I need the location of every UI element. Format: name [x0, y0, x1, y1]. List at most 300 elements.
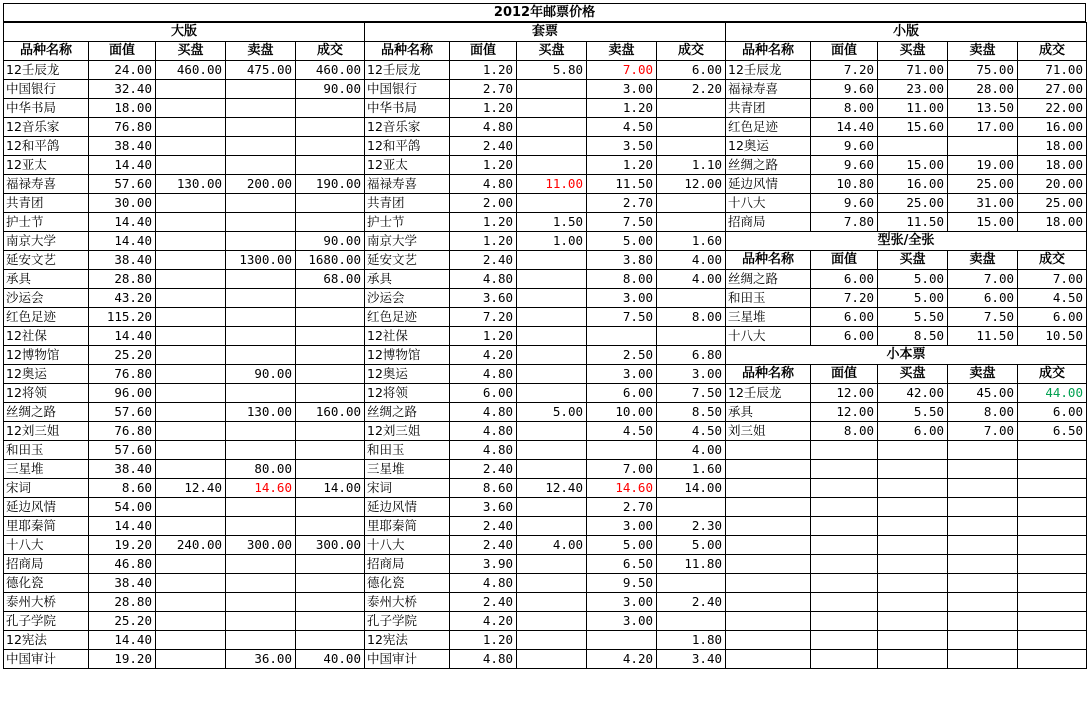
- cell-value[interactable]: 5.50: [878, 403, 948, 422]
- cell-value[interactable]: [226, 346, 296, 365]
- cell-value[interactable]: 1.20: [450, 631, 517, 650]
- cell-value[interactable]: [226, 384, 296, 403]
- cell-value[interactable]: [517, 384, 587, 403]
- cell-value[interactable]: 15.00: [948, 213, 1018, 232]
- cell-value[interactable]: 12.00: [811, 403, 878, 422]
- cell-value[interactable]: 90.00: [226, 365, 296, 384]
- empty-cell[interactable]: [811, 612, 878, 631]
- cell-value[interactable]: 8.50: [878, 327, 948, 346]
- cell-value[interactable]: 1.50: [517, 213, 587, 232]
- cell-name[interactable]: 中国审计: [365, 650, 450, 669]
- empty-cell[interactable]: [878, 555, 948, 574]
- cell-value[interactable]: 44.00: [1018, 384, 1087, 403]
- cell-value[interactable]: [587, 327, 657, 346]
- cell-name[interactable]: 延边风情: [4, 498, 89, 517]
- cell-value[interactable]: 8.00: [587, 270, 657, 289]
- cell-value[interactable]: 90.00: [296, 232, 365, 251]
- cell-value[interactable]: 11.00: [878, 99, 948, 118]
- cell-value[interactable]: 1.20: [450, 327, 517, 346]
- cell-value[interactable]: 4.80: [450, 365, 517, 384]
- empty-cell[interactable]: [726, 574, 811, 593]
- cell-name[interactable]: 中华书局: [365, 99, 450, 118]
- empty-cell[interactable]: [1018, 593, 1087, 612]
- cell-value[interactable]: 68.00: [296, 270, 365, 289]
- cell-value[interactable]: 1.20: [587, 156, 657, 175]
- cell-value[interactable]: 8.00: [811, 99, 878, 118]
- cell-name[interactable]: 12壬辰龙: [4, 61, 89, 80]
- cell-value[interactable]: 18.00: [1018, 213, 1087, 232]
- cell-value[interactable]: 9.60: [811, 194, 878, 213]
- cell-name[interactable]: 12和平鸽: [365, 137, 450, 156]
- cell-value[interactable]: [296, 194, 365, 213]
- cell-value[interactable]: 4.80: [450, 270, 517, 289]
- column-header[interactable]: 卖盘: [587, 42, 657, 61]
- cell-value[interactable]: [657, 327, 726, 346]
- cell-value[interactable]: 4.80: [450, 574, 517, 593]
- cell-value[interactable]: 14.60: [226, 479, 296, 498]
- cell-value[interactable]: [226, 137, 296, 156]
- cell-value[interactable]: 2.40: [450, 251, 517, 270]
- cell-value[interactable]: [296, 441, 365, 460]
- cell-value[interactable]: [156, 593, 226, 612]
- cell-value[interactable]: 4.80: [450, 403, 517, 422]
- cell-name[interactable]: 招商局: [4, 555, 89, 574]
- cell-value[interactable]: 7.50: [587, 308, 657, 327]
- column-header[interactable]: 成交: [296, 42, 365, 61]
- column-header[interactable]: 卖盘: [948, 251, 1018, 270]
- cell-value[interactable]: 16.00: [1018, 118, 1087, 137]
- cell-value[interactable]: [948, 137, 1018, 156]
- cell-value[interactable]: 5.00: [657, 536, 726, 555]
- cell-value[interactable]: 2.40: [450, 517, 517, 536]
- sheet-title[interactable]: 2012年邮票价格: [3, 3, 1086, 22]
- empty-cell[interactable]: [726, 460, 811, 479]
- cell-name[interactable]: 沙运会: [365, 289, 450, 308]
- cell-value[interactable]: 3.00: [587, 365, 657, 384]
- cell-value[interactable]: 18.00: [89, 99, 156, 118]
- cell-value[interactable]: 6.00: [450, 384, 517, 403]
- cell-value[interactable]: 24.00: [89, 61, 156, 80]
- cell-value[interactable]: 1.00: [517, 232, 587, 251]
- cell-name[interactable]: 十八大: [726, 194, 811, 213]
- section-title-xiaoban[interactable]: 小版: [726, 23, 1087, 42]
- cell-value[interactable]: [226, 232, 296, 251]
- empty-cell[interactable]: [948, 555, 1018, 574]
- cell-value[interactable]: 2.40: [450, 460, 517, 479]
- cell-value[interactable]: [517, 612, 587, 631]
- cell-value[interactable]: 12.40: [517, 479, 587, 498]
- cell-value[interactable]: [156, 289, 226, 308]
- cell-value[interactable]: 1.20: [450, 156, 517, 175]
- cell-name[interactable]: 招商局: [726, 213, 811, 232]
- empty-cell[interactable]: [811, 650, 878, 669]
- cell-name[interactable]: 12壬辰龙: [726, 384, 811, 403]
- cell-value[interactable]: 3.60: [450, 498, 517, 517]
- cell-value[interactable]: 9.50: [587, 574, 657, 593]
- cell-name[interactable]: 沙运会: [4, 289, 89, 308]
- cell-value[interactable]: [517, 441, 587, 460]
- cell-name[interactable]: 福禄寿喜: [726, 80, 811, 99]
- cell-value[interactable]: 36.00: [226, 650, 296, 669]
- empty-cell[interactable]: [878, 498, 948, 517]
- cell-value[interactable]: 54.00: [89, 498, 156, 517]
- cell-value[interactable]: [657, 137, 726, 156]
- empty-cell[interactable]: [948, 536, 1018, 555]
- cell-value[interactable]: 3.00: [587, 517, 657, 536]
- cell-value[interactable]: [517, 194, 587, 213]
- cell-value[interactable]: 4.50: [657, 422, 726, 441]
- cell-value[interactable]: 28.80: [89, 270, 156, 289]
- cell-value[interactable]: [517, 118, 587, 137]
- cell-name[interactable]: 共青团: [726, 99, 811, 118]
- cell-name[interactable]: 丝绸之路: [726, 156, 811, 175]
- cell-value[interactable]: 17.00: [948, 118, 1018, 137]
- cell-value[interactable]: 25.20: [89, 346, 156, 365]
- cell-value[interactable]: [296, 422, 365, 441]
- cell-name[interactable]: 福禄寿喜: [4, 175, 89, 194]
- cell-value[interactable]: 6.00: [1018, 403, 1087, 422]
- cell-value[interactable]: [517, 346, 587, 365]
- cell-value[interactable]: [156, 517, 226, 536]
- cell-name[interactable]: 南京大学: [365, 232, 450, 251]
- cell-name[interactable]: 护士节: [365, 213, 450, 232]
- empty-cell[interactable]: [726, 555, 811, 574]
- cell-value[interactable]: [226, 593, 296, 612]
- cell-value[interactable]: 25.00: [1018, 194, 1087, 213]
- column-header[interactable]: 卖盘: [948, 365, 1018, 384]
- cell-value[interactable]: [156, 574, 226, 593]
- cell-name[interactable]: 12音乐家: [4, 118, 89, 137]
- empty-cell[interactable]: [726, 536, 811, 555]
- cell-value[interactable]: [517, 631, 587, 650]
- cell-name[interactable]: 中华书局: [4, 99, 89, 118]
- cell-name[interactable]: 共青团: [365, 194, 450, 213]
- cell-value[interactable]: 7.80: [811, 213, 878, 232]
- cell-value[interactable]: [226, 498, 296, 517]
- cell-value[interactable]: [517, 327, 587, 346]
- cell-value[interactable]: [517, 289, 587, 308]
- cell-value[interactable]: [156, 270, 226, 289]
- cell-value[interactable]: [226, 99, 296, 118]
- cell-value[interactable]: [517, 460, 587, 479]
- column-header[interactable]: 买盘: [517, 42, 587, 61]
- cell-value[interactable]: 1680.00: [296, 251, 365, 270]
- cell-name[interactable]: 12壬辰龙: [365, 61, 450, 80]
- cell-value[interactable]: [296, 574, 365, 593]
- cell-value[interactable]: [156, 422, 226, 441]
- cell-value[interactable]: 7.50: [948, 308, 1018, 327]
- cell-value[interactable]: [517, 99, 587, 118]
- cell-value[interactable]: [517, 574, 587, 593]
- empty-cell[interactable]: [948, 517, 1018, 536]
- column-header[interactable]: 面值: [811, 365, 878, 384]
- cell-value[interactable]: 7.20: [450, 308, 517, 327]
- cell-value[interactable]: [156, 308, 226, 327]
- cell-value[interactable]: [657, 99, 726, 118]
- cell-value[interactable]: 43.20: [89, 289, 156, 308]
- cell-name[interactable]: 12亚太: [4, 156, 89, 175]
- cell-name[interactable]: 德化瓷: [365, 574, 450, 593]
- cell-value[interactable]: [878, 137, 948, 156]
- column-header[interactable]: 品种名称: [726, 251, 811, 270]
- empty-cell[interactable]: [878, 612, 948, 631]
- cell-value[interactable]: 19.20: [89, 536, 156, 555]
- empty-cell[interactable]: [811, 593, 878, 612]
- cell-value[interactable]: 28.80: [89, 593, 156, 612]
- cell-value[interactable]: 14.40: [89, 631, 156, 650]
- cell-value[interactable]: 1300.00: [226, 251, 296, 270]
- cell-value[interactable]: 27.00: [1018, 80, 1087, 99]
- cell-value[interactable]: [517, 308, 587, 327]
- cell-value[interactable]: 5.00: [587, 536, 657, 555]
- cell-value[interactable]: 23.00: [878, 80, 948, 99]
- cell-name[interactable]: 丝绸之路: [365, 403, 450, 422]
- cell-value[interactable]: 4.20: [587, 650, 657, 669]
- cell-value[interactable]: 4.00: [657, 270, 726, 289]
- cell-value[interactable]: [517, 422, 587, 441]
- cell-value[interactable]: [226, 118, 296, 137]
- cell-name[interactable]: 共青团: [4, 194, 89, 213]
- cell-value[interactable]: 90.00: [296, 80, 365, 99]
- empty-cell[interactable]: [1018, 555, 1087, 574]
- cell-value[interactable]: [657, 194, 726, 213]
- cell-value[interactable]: [587, 441, 657, 460]
- empty-cell[interactable]: [878, 536, 948, 555]
- cell-value[interactable]: [226, 308, 296, 327]
- cell-value[interactable]: [156, 346, 226, 365]
- cell-value[interactable]: [156, 80, 226, 99]
- cell-value[interactable]: [156, 631, 226, 650]
- cell-value[interactable]: 4.00: [657, 441, 726, 460]
- column-header[interactable]: 买盘: [878, 42, 948, 61]
- cell-value[interactable]: 46.80: [89, 555, 156, 574]
- cell-value[interactable]: 6.00: [811, 308, 878, 327]
- cell-value[interactable]: 2.70: [450, 80, 517, 99]
- cell-name[interactable]: 和田玉: [365, 441, 450, 460]
- cell-value[interactable]: 45.00: [948, 384, 1018, 403]
- cell-value[interactable]: 5.00: [517, 403, 587, 422]
- cell-value[interactable]: 3.00: [587, 80, 657, 99]
- cell-value[interactable]: 57.60: [89, 441, 156, 460]
- cell-name[interactable]: 12博物馆: [365, 346, 450, 365]
- cell-value[interactable]: [156, 156, 226, 175]
- cell-value[interactable]: 38.40: [89, 574, 156, 593]
- cell-value[interactable]: 11.80: [657, 555, 726, 574]
- cell-value[interactable]: 15.00: [878, 156, 948, 175]
- column-header[interactable]: 买盘: [156, 42, 226, 61]
- cell-name[interactable]: 十八大: [365, 536, 450, 555]
- cell-value[interactable]: [517, 80, 587, 99]
- cell-value[interactable]: [296, 137, 365, 156]
- cell-value[interactable]: 3.40: [657, 650, 726, 669]
- section-title-taopiao[interactable]: 套票: [365, 23, 726, 42]
- empty-cell[interactable]: [1018, 612, 1087, 631]
- cell-value[interactable]: [296, 365, 365, 384]
- cell-value[interactable]: 5.00: [878, 289, 948, 308]
- empty-cell[interactable]: [948, 631, 1018, 650]
- cell-value[interactable]: 300.00: [296, 536, 365, 555]
- cell-value[interactable]: [226, 156, 296, 175]
- cell-name[interactable]: 12和平鸽: [4, 137, 89, 156]
- cell-value[interactable]: 1.20: [450, 213, 517, 232]
- cell-value[interactable]: 7.00: [587, 460, 657, 479]
- cell-value[interactable]: [156, 612, 226, 631]
- cell-value[interactable]: 130.00: [226, 403, 296, 422]
- cell-value[interactable]: 3.90: [450, 555, 517, 574]
- cell-name[interactable]: 护士节: [4, 213, 89, 232]
- cell-value[interactable]: 76.80: [89, 422, 156, 441]
- cell-value[interactable]: 3.80: [587, 251, 657, 270]
- cell-value[interactable]: 10.80: [811, 175, 878, 194]
- empty-cell[interactable]: [1018, 498, 1087, 517]
- cell-value[interactable]: 1.20: [450, 232, 517, 251]
- empty-cell[interactable]: [878, 460, 948, 479]
- cell-name[interactable]: 12刘三姐: [365, 422, 450, 441]
- cell-value[interactable]: 12.40: [156, 479, 226, 498]
- cell-name[interactable]: 丝绸之路: [726, 270, 811, 289]
- column-header[interactable]: 面值: [811, 251, 878, 270]
- cell-name[interactable]: 和田玉: [726, 289, 811, 308]
- cell-value[interactable]: 1.10: [657, 156, 726, 175]
- cell-value[interactable]: 160.00: [296, 403, 365, 422]
- cell-value[interactable]: 460.00: [156, 61, 226, 80]
- cell-value[interactable]: 4.50: [1018, 289, 1087, 308]
- cell-value[interactable]: 57.60: [89, 403, 156, 422]
- cell-value[interactable]: [517, 365, 587, 384]
- empty-cell[interactable]: [811, 517, 878, 536]
- cell-name[interactable]: 泰州大桥: [365, 593, 450, 612]
- cell-value[interactable]: 6.00: [811, 327, 878, 346]
- empty-cell[interactable]: [948, 574, 1018, 593]
- cell-value[interactable]: 460.00: [296, 61, 365, 80]
- cell-value[interactable]: 11.00: [517, 175, 587, 194]
- cell-value[interactable]: 28.00: [948, 80, 1018, 99]
- cell-value[interactable]: [296, 498, 365, 517]
- cell-value[interactable]: 7.00: [1018, 270, 1087, 289]
- cell-name[interactable]: 红色足迹: [4, 308, 89, 327]
- cell-value[interactable]: [517, 555, 587, 574]
- cell-value[interactable]: [657, 574, 726, 593]
- cell-value[interactable]: [156, 384, 226, 403]
- column-header[interactable]: 品种名称: [365, 42, 450, 61]
- cell-value[interactable]: [156, 327, 226, 346]
- column-header[interactable]: 卖盘: [948, 42, 1018, 61]
- cell-value[interactable]: 8.60: [450, 479, 517, 498]
- cell-value[interactable]: [156, 441, 226, 460]
- empty-cell[interactable]: [1018, 479, 1087, 498]
- cell-value[interactable]: 4.50: [587, 118, 657, 137]
- cell-value[interactable]: [156, 99, 226, 118]
- cell-value[interactable]: [296, 593, 365, 612]
- cell-value[interactable]: [517, 137, 587, 156]
- cell-value[interactable]: [156, 365, 226, 384]
- cell-value[interactable]: 2.20: [657, 80, 726, 99]
- cell-value[interactable]: [517, 498, 587, 517]
- cell-name[interactable]: 中国银行: [4, 80, 89, 99]
- cell-value[interactable]: 13.50: [948, 99, 1018, 118]
- cell-value[interactable]: [156, 213, 226, 232]
- cell-name[interactable]: 宋词: [365, 479, 450, 498]
- cell-value[interactable]: 38.40: [89, 460, 156, 479]
- column-header[interactable]: 卖盘: [226, 42, 296, 61]
- cell-value[interactable]: 6.00: [878, 422, 948, 441]
- cell-value[interactable]: 14.00: [296, 479, 365, 498]
- cell-value[interactable]: 8.00: [657, 308, 726, 327]
- cell-value[interactable]: [156, 137, 226, 156]
- cell-value[interactable]: 1.60: [657, 460, 726, 479]
- cell-name[interactable]: 十八大: [4, 536, 89, 555]
- empty-cell[interactable]: [726, 631, 811, 650]
- column-header[interactable]: 买盘: [878, 365, 948, 384]
- cell-name[interactable]: 德化瓷: [4, 574, 89, 593]
- empty-cell[interactable]: [726, 593, 811, 612]
- cell-value[interactable]: 15.60: [878, 118, 948, 137]
- cell-value[interactable]: 475.00: [226, 61, 296, 80]
- cell-value[interactable]: 4.80: [450, 422, 517, 441]
- cell-value[interactable]: [296, 289, 365, 308]
- empty-cell[interactable]: [726, 441, 811, 460]
- cell-value[interactable]: 10.50: [1018, 327, 1087, 346]
- cell-value[interactable]: 1.60: [657, 232, 726, 251]
- cell-value[interactable]: 3.00: [657, 365, 726, 384]
- empty-cell[interactable]: [878, 631, 948, 650]
- cell-value[interactable]: 190.00: [296, 175, 365, 194]
- cell-value[interactable]: 76.80: [89, 118, 156, 137]
- cell-value[interactable]: 1.20: [587, 99, 657, 118]
- cell-value[interactable]: 14.40: [89, 213, 156, 232]
- cell-name[interactable]: 丝绸之路: [4, 403, 89, 422]
- cell-value[interactable]: 14.40: [89, 156, 156, 175]
- empty-cell[interactable]: [948, 498, 1018, 517]
- cell-value[interactable]: 38.40: [89, 251, 156, 270]
- cell-name[interactable]: 宋词: [4, 479, 89, 498]
- column-header[interactable]: 成交: [1018, 365, 1087, 384]
- cell-value[interactable]: [296, 213, 365, 232]
- empty-cell[interactable]: [726, 650, 811, 669]
- cell-name[interactable]: 红色足迹: [726, 118, 811, 137]
- cell-value[interactable]: [226, 422, 296, 441]
- cell-value[interactable]: 6.00: [1018, 308, 1087, 327]
- cell-value[interactable]: 10.00: [587, 403, 657, 422]
- cell-value[interactable]: 19.00: [948, 156, 1018, 175]
- cell-name[interactable]: 刘三姐: [726, 422, 811, 441]
- cell-value[interactable]: [517, 156, 587, 175]
- cell-value[interactable]: 4.00: [517, 536, 587, 555]
- cell-value[interactable]: 42.00: [878, 384, 948, 403]
- cell-value[interactable]: 1.20: [450, 99, 517, 118]
- cell-name[interactable]: 承具: [4, 270, 89, 289]
- cell-value[interactable]: 3.00: [587, 593, 657, 612]
- cell-value[interactable]: 96.00: [89, 384, 156, 403]
- empty-cell[interactable]: [948, 441, 1018, 460]
- column-header[interactable]: 面值: [811, 42, 878, 61]
- cell-value[interactable]: 2.00: [450, 194, 517, 213]
- empty-cell[interactable]: [1018, 536, 1087, 555]
- cell-name[interactable]: 12奥运: [726, 137, 811, 156]
- cell-value[interactable]: [226, 517, 296, 536]
- cell-value[interactable]: 25.20: [89, 612, 156, 631]
- cell-value[interactable]: [226, 80, 296, 99]
- cell-name[interactable]: 延安文艺: [4, 251, 89, 270]
- cell-value[interactable]: [296, 308, 365, 327]
- empty-cell[interactable]: [726, 479, 811, 498]
- empty-cell[interactable]: [948, 650, 1018, 669]
- cell-value[interactable]: 31.00: [948, 194, 1018, 213]
- cell-value[interactable]: [296, 327, 365, 346]
- empty-cell[interactable]: [811, 631, 878, 650]
- cell-value[interactable]: [517, 650, 587, 669]
- cell-name[interactable]: 和田玉: [4, 441, 89, 460]
